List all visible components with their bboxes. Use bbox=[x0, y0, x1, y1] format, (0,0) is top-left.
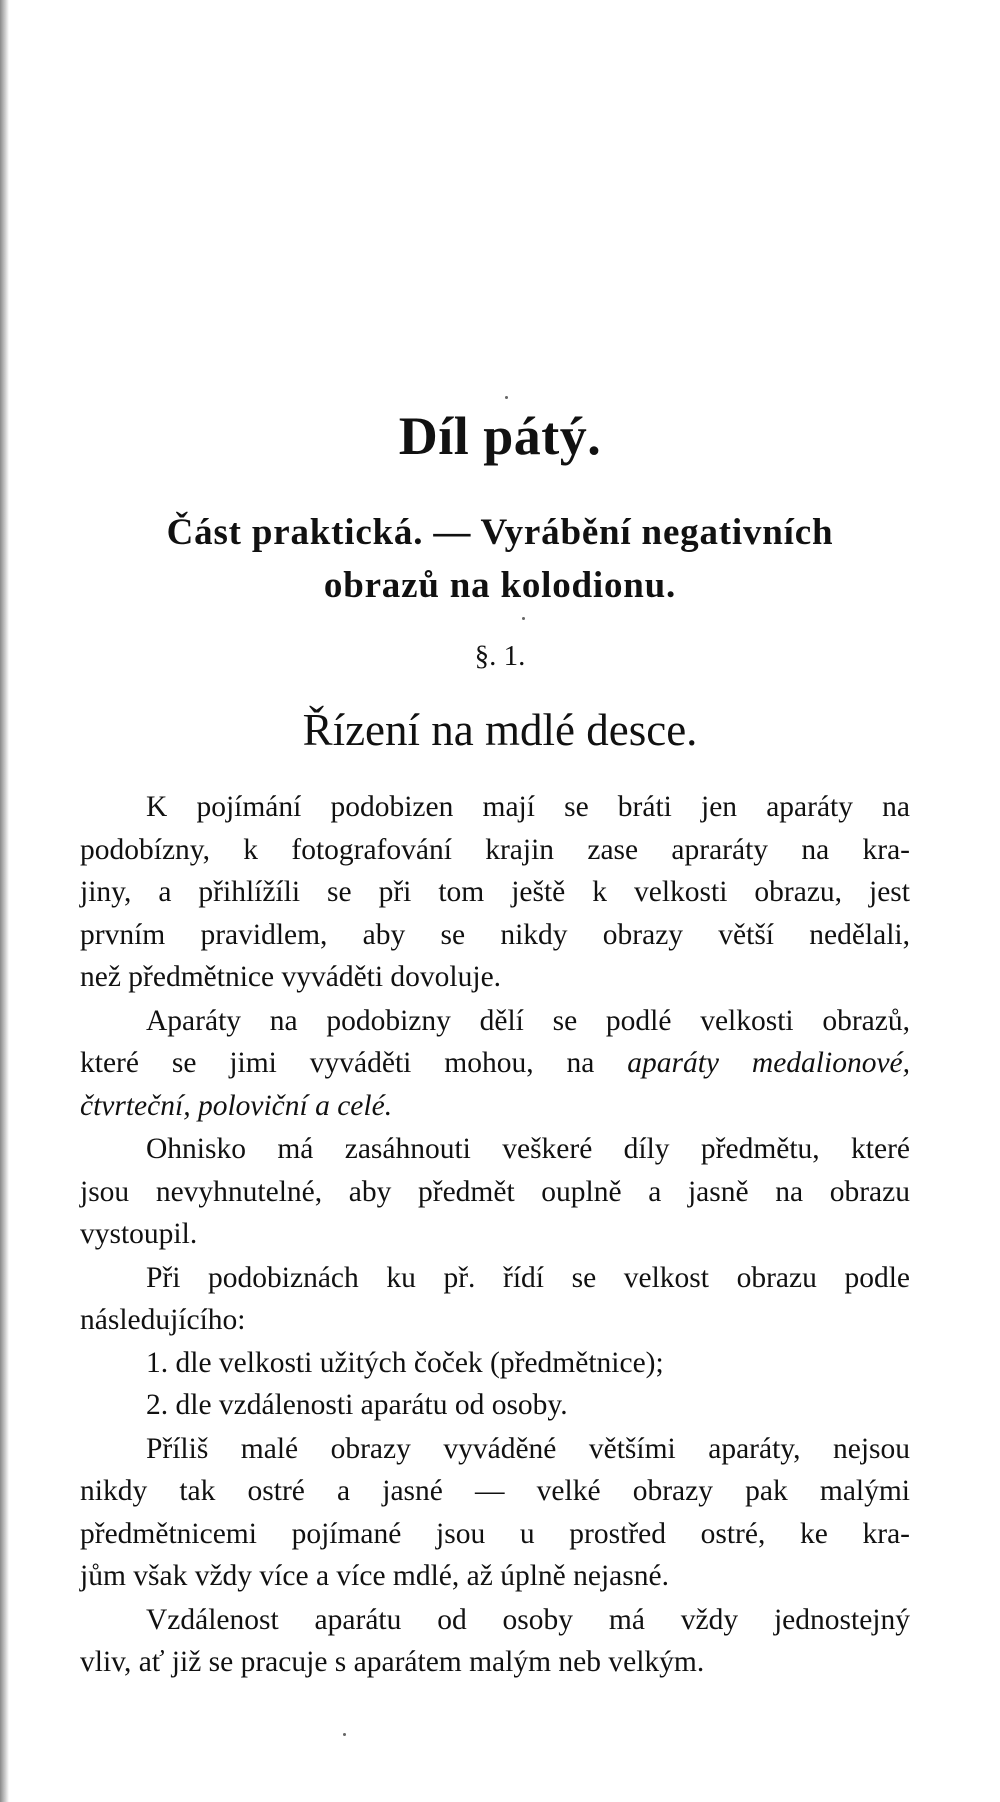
paragraph-line: Vzdálenost aparátu od osoby má vždy jednostejný bbox=[146, 1603, 910, 1636]
subtitle-line: obrazů na kolodionu. bbox=[323, 565, 677, 606]
italic-term: čtvrteční, poloviční a celé. bbox=[80, 1089, 393, 1122]
paragraph-line: Ohnisko má zasáhnouti veškeré díly předmětu, které bbox=[146, 1133, 910, 1165]
paragraph-line: podobízny, k fotografování krajin zase apraráty na kra- bbox=[80, 833, 910, 866]
section-title: Řízení na mdlé desce. bbox=[302, 705, 698, 755]
paragraph-line: jsou nevyhnutelné, aby předmět ouplně a jasně na obrazu bbox=[80, 1175, 910, 1208]
paragraph-text: které se jimi vyváděti mohou, na bbox=[80, 1047, 628, 1079]
paragraph-line: K pojímání podobizen mají se bráti jen aparáty na bbox=[146, 791, 910, 823]
paragraph-line: nikdy tak ostré a jasné — velké obrazy pak malými bbox=[80, 1475, 910, 1507]
paragraph-line bbox=[80, 1042, 910, 1085]
paragraph-line: než předmětnice vyváděti dovoluje. bbox=[80, 961, 502, 993]
paragraph-line: vliv, ať již se pracuje s aparátem malým neb velkým. bbox=[80, 1646, 705, 1678]
paragraph-line: Aparáty na podobizny dělí se podlé velkosti obrazů, bbox=[146, 1004, 910, 1037]
list-item: 2. dle vzdálenosti aparátu od osoby. bbox=[146, 1389, 568, 1421]
list-item: 1. dle velkosti užitých čoček (předmětnice); bbox=[146, 1346, 664, 1379]
body-text bbox=[80, 786, 910, 1684]
ink-speck bbox=[505, 396, 508, 399]
subtitle-line: Část praktická. — Vyrábění negativních bbox=[166, 512, 834, 553]
italic-term: aparáty medalionové, bbox=[627, 1047, 911, 1079]
section-number: §. 1. bbox=[474, 640, 526, 672]
part-title: Díl pátý. bbox=[398, 406, 602, 466]
chapter-subtitle bbox=[80, 506, 920, 612]
paragraph-line: jům však vždy více a více mdlé, až úplně nejasné. bbox=[80, 1560, 669, 1592]
paragraph-line: následujícího: bbox=[80, 1304, 246, 1336]
paragraph-line: Při podobiznách ku př. řídí se velkost obrazu podle bbox=[146, 1261, 910, 1294]
page-edge-shadow bbox=[0, 0, 9, 1802]
paragraph-line: jiny, a přihlížíli se při tom ještě k velkosti obrazu, jest bbox=[80, 876, 910, 908]
paragraph-line: prvním pravidlem, aby se nikdy obrazy větší nedělali, bbox=[80, 918, 910, 951]
ink-speck bbox=[343, 1733, 346, 1736]
paragraph-line: předmětnicemi pojímané jsou u prostřed ostré, ke kra- bbox=[80, 1517, 910, 1550]
paragraph-line: vystoupil. bbox=[80, 1218, 198, 1250]
ink-speck bbox=[522, 617, 525, 620]
paragraph-line: Příliš malé obrazy vyváděné většími aparáty, nejsou bbox=[146, 1432, 910, 1465]
